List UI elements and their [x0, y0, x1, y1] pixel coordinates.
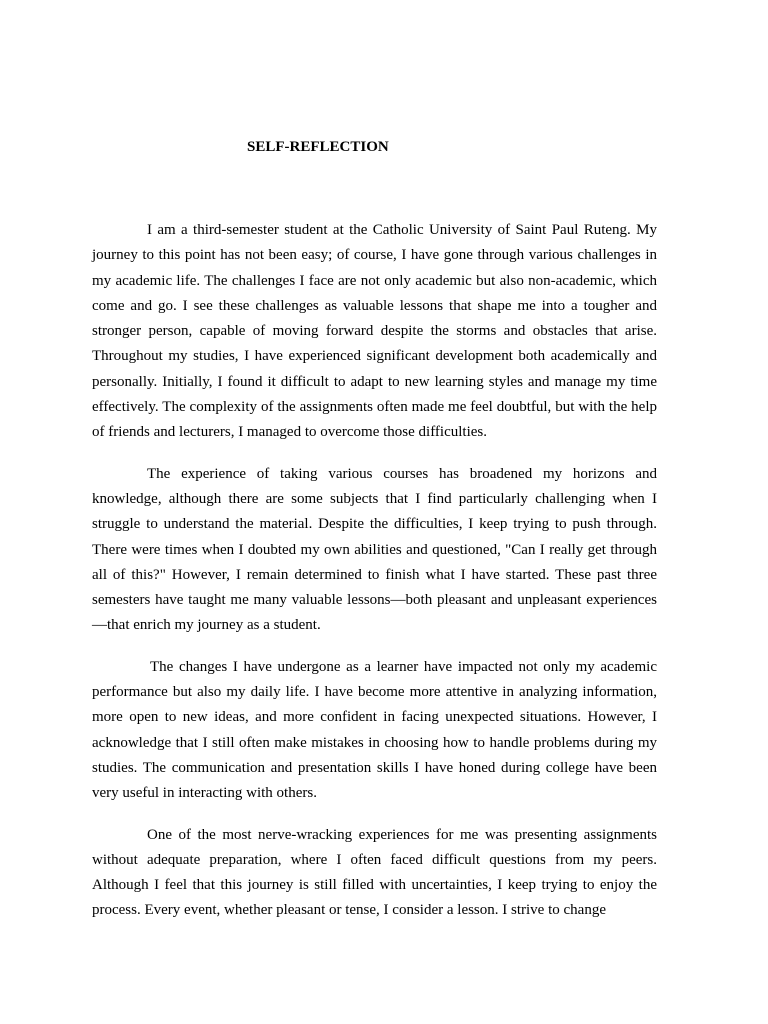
document-title: SELF-REFLECTION — [247, 139, 389, 155]
document-body — [92, 218, 657, 940]
paragraph-3: The changes I have undergone as a learner have impacted not only my academic performance but also my daily life. I have become more attentive in analyzing information, more open to new ideas, and more confident in facing unexpected situations. However, I acknowledge that I still often make mistakes in choosing how to handle problems during my studies. The communication and presentation skills I have honed during college have been very useful in interacting with others. — [92, 658, 657, 802]
paragraph-2: The experience of taking various courses has broadened my horizons and knowledge, although there are some subjects that I find particularly challenging when I struggle to understand the material. Despite the difficulties, I keep trying to push through. There were times when I doubted my own abilities and questioned, "Can I really get through all of this?" However, I remain determined to finish what I have started. These past three semesters have taught me many valuable lessons—both pleasant and unpleasant experiences—that enrich my journey as a student. — [92, 465, 657, 634]
paragraph-1: I am a third-semester student at the Catholic University of Saint Paul Ruteng. My journey to this point has not been easy; of course, I have gone through various challenges in my academic life. The challenges I face are not only academic but also non-academic, which come and go. I see these challenges as valuable lessons that shape me into a tougher and stronger person, capable of moving forward despite the storms and obstacles that arise. Throughout my studies, I have experienced significant development both academically and personally. Initially, I found it difficult to adapt to new learning styles and manage my time effectively. The complexity of the assignments often made me feel doubtful, but with the help of friends and lecturers, I managed to overcome those difficulties. — [92, 222, 657, 441]
paragraph-4: One of the most nerve-wracking experiences for me was presenting assignments without adequate preparation, where I often faced difficult questions from my peers. Although I feel that this journey is still filled with uncertainties, I keep trying to enjoy the process. Every event, whether pleasant or tense, I consider a lesson. I strive to change — [92, 826, 657, 919]
